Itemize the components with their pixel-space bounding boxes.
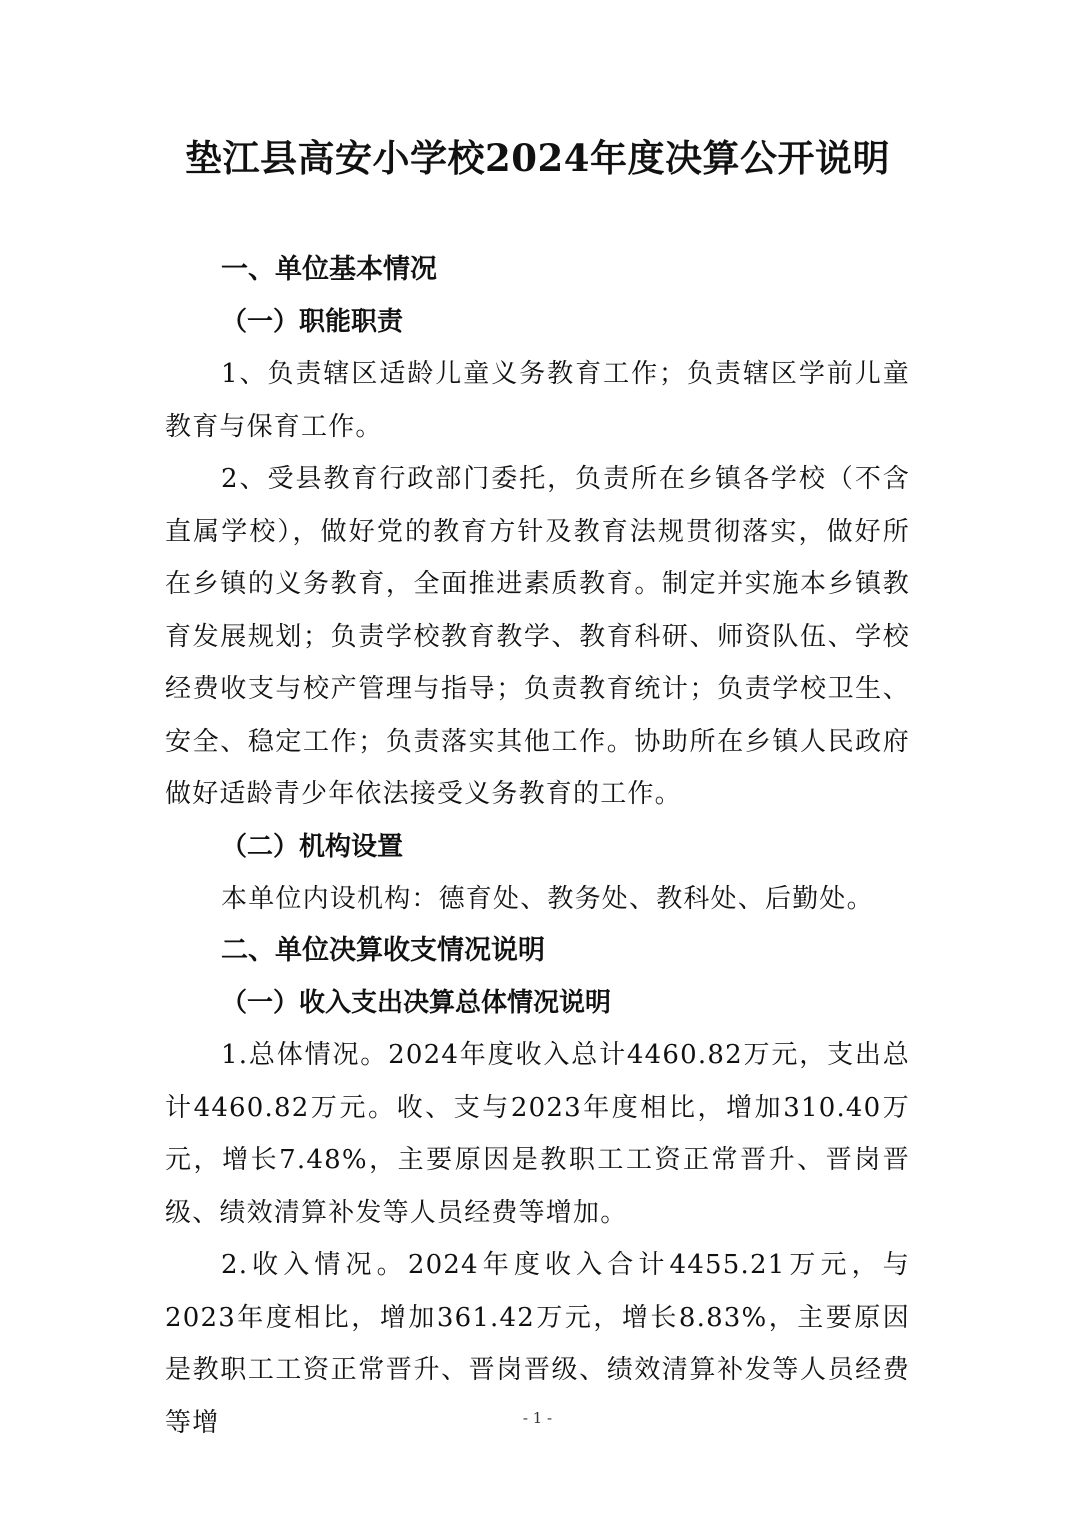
paragraph-function-1: 1、负责辖区适龄儿童义务教育工作；负责辖区学前儿童教育与保育工作。	[165, 359, 910, 442]
paragraph-income: 2.收入情况。2024年度收入合计4455.21万元，与2023年度相比，增加361.42万元，增长8.83%，主要原因是教职工工资正常晋升、晋岗晋级、绩效清算补发等人员经费等增	[165, 1250, 910, 1438]
subheading-overall: （一）收入支出决算总体情况说明	[221, 988, 612, 1018]
section-heading-budget: 二、单位决算收支情况说明	[221, 935, 545, 966]
paragraph-function-2: 2、受县教育行政部门委托，负责所在乡镇各学校（不含直属学校），做好党的教育方针及教育法规贯彻落实，做好所在乡镇的义务教育，全面推进素质教育。制定并实施本乡镇教育发展规划；负责学校教育教学、教育科研、师资队伍、学校经费收支与校产管理与指导；负责教育统计；负责学校卫生、安全、稳定工作；负责落实其他工作。协助所在乡镇人民政府做好适龄青少年依法接受义务教育的工作。	[165, 464, 910, 809]
page-number: - 1 -	[522, 1409, 553, 1427]
section-heading-basic-info: 一、单位基本情况	[221, 254, 437, 285]
document-body	[165, 244, 910, 1449]
paragraph-overall: 1.总体情况。2024年度收入总计4460.82万元，支出总计4460.82万元。收、支与2023年度相比，增加310.40万元，增长7.48%，主要原因是教职工工资正常晋升、晋岗晋级、绩效清算补发等人员经费等增加。	[165, 1040, 910, 1228]
paragraph-organization: 本单位内设机构：德育处、教务处、教科处、后勤处。	[221, 883, 874, 914]
subheading-organization: （二）机构设置	[221, 831, 404, 862]
document-title: 垫江县高安小学校2024年度决算公开说明	[185, 136, 890, 180]
subheading-functions: （一）职能职责	[221, 307, 404, 337]
